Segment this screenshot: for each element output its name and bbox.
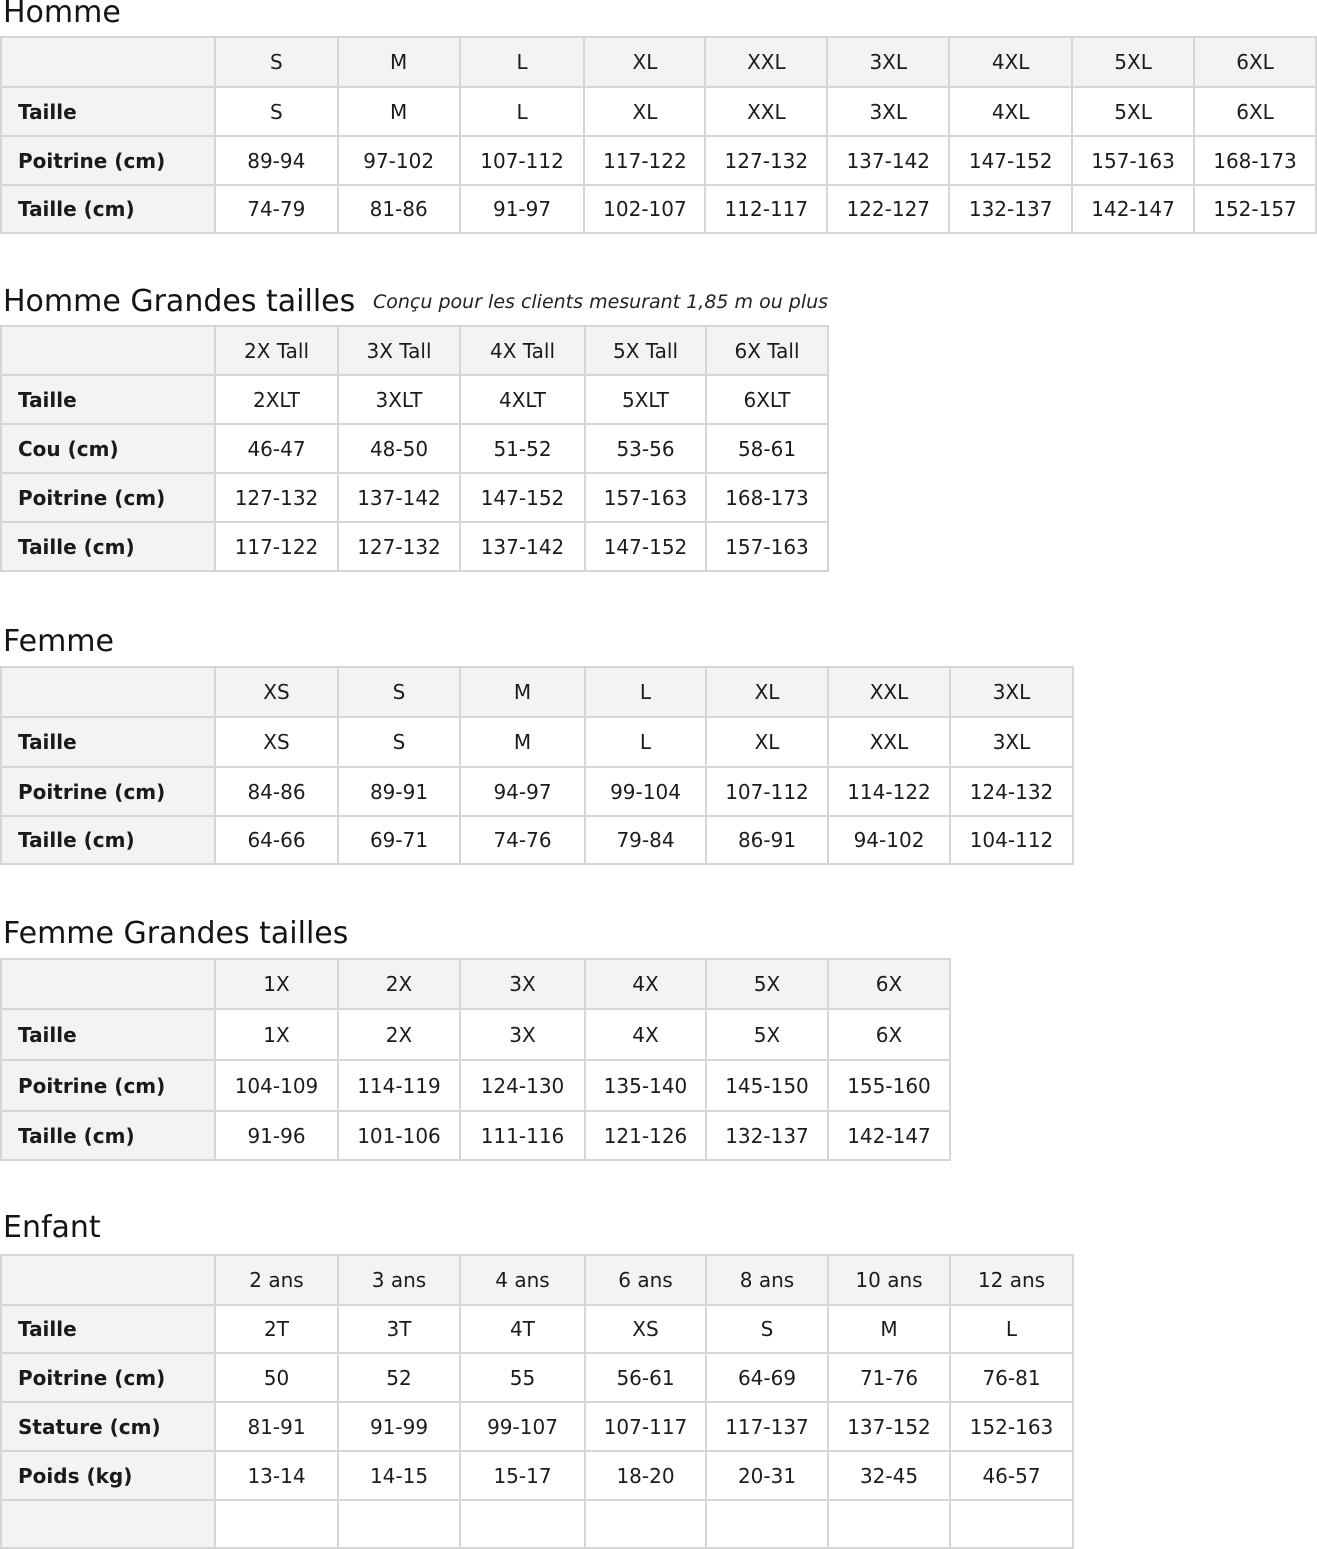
table-cell: 137-142: [460, 522, 585, 571]
table-cell: 104-109: [215, 1060, 338, 1111]
table-cell: 117-122: [215, 522, 338, 571]
row-label: Poitrine (cm): [1, 1060, 215, 1111]
table-cell: [950, 1500, 1073, 1548]
table-row: [1, 136, 1316, 185]
table-row: [1, 1060, 950, 1111]
table-cell: 157-163: [706, 522, 828, 571]
table-cell: 14-15: [338, 1451, 460, 1500]
column-header: 12 ans: [950, 1255, 1073, 1305]
column-header: 6X: [828, 959, 950, 1009]
column-header: XL: [584, 37, 705, 87]
table-cell: 64-69: [706, 1353, 828, 1402]
table-cell: 121-126: [585, 1111, 706, 1160]
table-cell: 104-112: [950, 816, 1073, 864]
row-label: Poitrine (cm): [1, 1353, 215, 1402]
table-cell: 51-52: [460, 424, 585, 473]
table-cell: 147-152: [460, 473, 585, 522]
table-cell: 114-119: [338, 1060, 460, 1111]
table-row: [1, 522, 828, 571]
table-cell: 3X: [460, 1009, 585, 1060]
table-cell: 157-163: [585, 473, 706, 522]
column-header: L: [585, 667, 706, 717]
row-label: Taille: [1, 1009, 215, 1060]
table-cell: 152-163: [950, 1402, 1073, 1451]
table-row: [1, 473, 828, 522]
column-header: 2X Tall: [215, 326, 338, 375]
column-header: S: [215, 37, 338, 87]
table-cell: 74-76: [460, 816, 585, 864]
column-header: 10 ans: [828, 1255, 950, 1305]
column-header: S: [338, 667, 460, 717]
table-cell: 32-45: [828, 1451, 950, 1500]
table-cell: 127-132: [215, 473, 338, 522]
section-title-homme-grandes-tailles: Homme Grandes tailles: [3, 284, 356, 319]
column-header: XXL: [705, 37, 827, 87]
column-header: 2X: [338, 959, 460, 1009]
table-cell: 2XLT: [215, 375, 338, 424]
table-cell: XXL: [705, 87, 827, 136]
table-cell: 107-112: [460, 136, 585, 185]
table-cell: 3T: [338, 1305, 460, 1353]
table-cell: M: [828, 1305, 950, 1353]
column-header: M: [460, 667, 585, 717]
size-table-femme-grandes-tailles: [0, 958, 951, 1161]
table-cell: 102-107: [584, 185, 705, 233]
table-row: [1, 767, 1073, 816]
table-cell: 5XLT: [585, 375, 706, 424]
table-cell: 155-160: [828, 1060, 950, 1111]
table-cell: 13-14: [215, 1451, 338, 1500]
table-row: [1, 424, 828, 473]
header-row: [1, 326, 828, 375]
row-label: Taille (cm): [1, 185, 215, 233]
table-cell: XL: [584, 87, 705, 136]
table-cell: 52: [338, 1353, 460, 1402]
column-header: 3 ans: [338, 1255, 460, 1305]
row-label: Poitrine (cm): [1, 473, 215, 522]
row-label: Taille: [1, 87, 215, 136]
column-header: 3X: [460, 959, 585, 1009]
table-cell: 147-152: [949, 136, 1072, 185]
table-cell: 124-130: [460, 1060, 585, 1111]
table-cell: S: [338, 717, 460, 767]
table-cell: [585, 1500, 706, 1548]
column-header: L: [460, 37, 585, 87]
table-cell: 2T: [215, 1305, 338, 1353]
row-label: Taille: [1, 717, 215, 767]
table-row: [1, 185, 1316, 233]
table-cell: 137-142: [338, 473, 460, 522]
table-row: [1, 1500, 1073, 1548]
corner-cell: [1, 1255, 215, 1305]
corner-cell: [1, 326, 215, 375]
table-cell: 48-50: [338, 424, 460, 473]
table-cell: 20-31: [706, 1451, 828, 1500]
table-cell: 3XL: [827, 87, 949, 136]
table-cell: 101-106: [338, 1111, 460, 1160]
table-row: [1, 816, 1073, 864]
table-cell: 5XL: [1072, 87, 1194, 136]
table-cell: L: [460, 87, 585, 136]
row-label: Taille: [1, 375, 215, 424]
column-header: 3XL: [950, 667, 1073, 717]
table-cell: 89-91: [338, 767, 460, 816]
table-cell: 137-152: [828, 1402, 950, 1451]
section-title-femme: Femme: [3, 624, 114, 659]
column-header: 4 ans: [460, 1255, 585, 1305]
size-table-homme-grandes-tailles: [0, 325, 829, 572]
table-cell: 117-137: [706, 1402, 828, 1451]
table-row: [1, 1402, 1073, 1451]
column-header: 5X Tall: [585, 326, 706, 375]
table-cell: 84-86: [215, 767, 338, 816]
table-cell: L: [950, 1305, 1073, 1353]
table-cell: 76-81: [950, 1353, 1073, 1402]
table-cell: 145-150: [706, 1060, 828, 1111]
column-header: 3XL: [827, 37, 949, 87]
table-cell: 6X: [828, 1009, 950, 1060]
column-header: XL: [706, 667, 828, 717]
table-cell: 142-147: [828, 1111, 950, 1160]
row-label: Taille (cm): [1, 816, 215, 864]
table-cell: S: [215, 87, 338, 136]
table-cell: 147-152: [585, 522, 706, 571]
row-label: [1, 1500, 215, 1548]
section-note: Conçu pour les clients mesurant 1,85 m ou plus: [373, 291, 829, 313]
table-cell: 114-122: [828, 767, 950, 816]
column-header: XS: [215, 667, 338, 717]
header-row: [1, 959, 950, 1009]
table-cell: XS: [215, 717, 338, 767]
table-cell: M: [460, 717, 585, 767]
table-cell: XXL: [828, 717, 950, 767]
table-cell: 74-79: [215, 185, 338, 233]
table-cell: 94-102: [828, 816, 950, 864]
table-cell: 91-99: [338, 1402, 460, 1451]
table-cell: 122-127: [827, 185, 949, 233]
column-header: XXL: [828, 667, 950, 717]
corner-cell: [1, 37, 215, 87]
table-cell: 64-66: [215, 816, 338, 864]
table-cell: 142-147: [1072, 185, 1194, 233]
table-row: [1, 87, 1316, 136]
table-cell: 107-112: [706, 767, 828, 816]
table-cell: 99-104: [585, 767, 706, 816]
table-cell: 6XLT: [706, 375, 828, 424]
table-row: [1, 1009, 950, 1060]
table-cell: 79-84: [585, 816, 706, 864]
table-cell: 89-94: [215, 136, 338, 185]
row-label: Poitrine (cm): [1, 136, 215, 185]
table-cell: 4T: [460, 1305, 585, 1353]
table-cell: S: [706, 1305, 828, 1353]
table-cell: 4XLT: [460, 375, 585, 424]
table-cell: 18-20: [585, 1451, 706, 1500]
table-cell: 81-91: [215, 1402, 338, 1451]
table-row: [1, 375, 828, 424]
table-cell: 117-122: [584, 136, 705, 185]
table-cell: 107-117: [585, 1402, 706, 1451]
column-header: 8 ans: [706, 1255, 828, 1305]
table-cell: 53-56: [585, 424, 706, 473]
table-cell: 137-142: [827, 136, 949, 185]
table-cell: 132-137: [706, 1111, 828, 1160]
table-cell: 94-97: [460, 767, 585, 816]
table-cell: 56-61: [585, 1353, 706, 1402]
table-cell: 91-96: [215, 1111, 338, 1160]
table-cell: 6XL: [1194, 87, 1316, 136]
table-row: [1, 1451, 1073, 1500]
column-header: 4XL: [949, 37, 1072, 87]
table-row: [1, 1353, 1073, 1402]
table-cell: [460, 1500, 585, 1548]
table-cell: 71-76: [828, 1353, 950, 1402]
row-label: Cou (cm): [1, 424, 215, 473]
table-cell: 86-91: [706, 816, 828, 864]
table-cell: 152-157: [1194, 185, 1316, 233]
table-cell: 46-57: [950, 1451, 1073, 1500]
table-cell: 81-86: [338, 185, 460, 233]
table-cell: [828, 1500, 950, 1548]
table-cell: 127-132: [338, 522, 460, 571]
table-cell: 3XLT: [338, 375, 460, 424]
column-header: 6X Tall: [706, 326, 828, 375]
column-header: 6 ans: [585, 1255, 706, 1305]
table-cell: 5X: [706, 1009, 828, 1060]
table-row: [1, 1305, 1073, 1353]
size-table-homme: [0, 36, 1317, 234]
column-header: 4X: [585, 959, 706, 1009]
table-cell: 1X: [215, 1009, 338, 1060]
table-cell: 132-137: [949, 185, 1072, 233]
table-cell: 69-71: [338, 816, 460, 864]
table-cell: 157-163: [1072, 136, 1194, 185]
size-table-femme: [0, 666, 1074, 865]
row-label: Poitrine (cm): [1, 767, 215, 816]
column-header: M: [338, 37, 460, 87]
section-title-enfant: Enfant: [3, 1210, 101, 1245]
table-cell: 168-173: [706, 473, 828, 522]
column-header: 5X: [706, 959, 828, 1009]
size-table-enfant: [0, 1254, 1074, 1549]
table-cell: 168-173: [1194, 136, 1316, 185]
header-row: [1, 1255, 1073, 1305]
table-cell: XS: [585, 1305, 706, 1353]
table-cell: 97-102: [338, 136, 460, 185]
column-header: 3X Tall: [338, 326, 460, 375]
table-cell: 4XL: [949, 87, 1072, 136]
table-cell: [706, 1500, 828, 1548]
corner-cell: [1, 667, 215, 717]
table-cell: [338, 1500, 460, 1548]
table-cell: 99-107: [460, 1402, 585, 1451]
table-cell: 15-17: [460, 1451, 585, 1500]
table-cell: 2X: [338, 1009, 460, 1060]
table-cell: 112-117: [705, 185, 827, 233]
table-cell: M: [338, 87, 460, 136]
table-row: [1, 717, 1073, 767]
row-label: Taille (cm): [1, 522, 215, 571]
header-row: [1, 667, 1073, 717]
row-label: Poids (kg): [1, 1451, 215, 1500]
corner-cell: [1, 959, 215, 1009]
table-cell: [215, 1500, 338, 1548]
table-cell: 46-47: [215, 424, 338, 473]
column-header: 4X Tall: [460, 326, 585, 375]
row-label: Stature (cm): [1, 1402, 215, 1451]
table-cell: L: [585, 717, 706, 767]
table-cell: 91-97: [460, 185, 585, 233]
table-cell: 50: [215, 1353, 338, 1402]
table-row: [1, 1111, 950, 1160]
row-label: Taille (cm): [1, 1111, 215, 1160]
column-header: 1X: [215, 959, 338, 1009]
table-cell: 58-61: [706, 424, 828, 473]
table-cell: XL: [706, 717, 828, 767]
column-header: 2 ans: [215, 1255, 338, 1305]
table-cell: 111-116: [460, 1111, 585, 1160]
column-header: 5XL: [1072, 37, 1194, 87]
table-cell: 55: [460, 1353, 585, 1402]
table-cell: 4X: [585, 1009, 706, 1060]
header-row: [1, 37, 1316, 87]
table-cell: 135-140: [585, 1060, 706, 1111]
row-label: Taille: [1, 1305, 215, 1353]
section-title-femme-grandes-tailles: Femme Grandes tailles: [3, 916, 349, 951]
table-cell: 127-132: [705, 136, 827, 185]
table-cell: 124-132: [950, 767, 1073, 816]
column-header: 6XL: [1194, 37, 1316, 87]
table-cell: 3XL: [950, 717, 1073, 767]
section-title-homme: Homme: [3, 0, 121, 30]
